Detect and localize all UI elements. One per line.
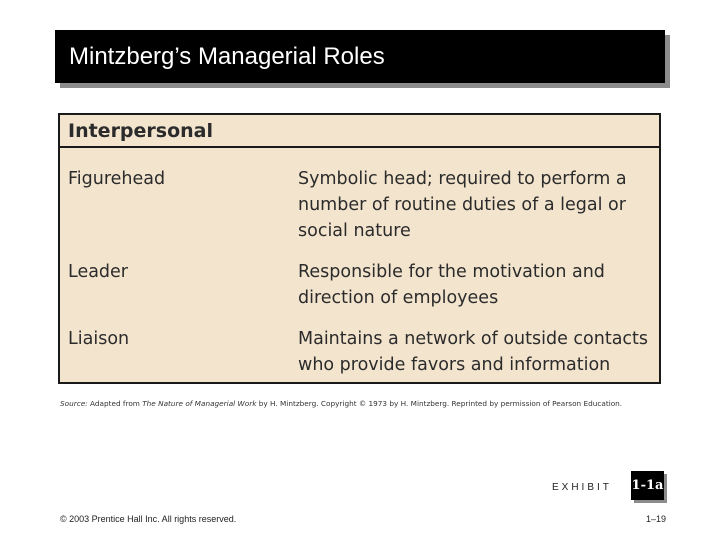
roles-table xyxy=(58,113,661,384)
source-work-title: The Nature of Managerial Work xyxy=(142,399,257,408)
exhibit-number-badge xyxy=(631,471,664,500)
page-number: 1–19 xyxy=(645,514,666,524)
role-description xyxy=(298,166,653,244)
role-description xyxy=(298,326,653,378)
role-name: Leader xyxy=(68,262,129,282)
description-line: social nature xyxy=(298,221,411,241)
exhibit-label: EXHIBIT xyxy=(552,482,612,493)
source-prefix: Adapted from xyxy=(87,399,143,408)
role-name: Figurehead xyxy=(68,169,166,189)
description-line: number of routine duties of a legal or xyxy=(298,195,626,215)
source-label: Source: xyxy=(60,399,88,408)
description-line: who provide favors and information xyxy=(298,355,611,375)
description-line: Responsible for the motivation and xyxy=(298,262,605,282)
role-description xyxy=(298,259,653,311)
description-line: Symbolic head; required to perform a xyxy=(298,169,627,189)
source-citation xyxy=(60,399,670,408)
exhibit-number: 1-1a xyxy=(631,478,664,493)
slide-title-text: Mintzberg’s Managerial Roles xyxy=(69,42,385,70)
description-line: direction of employees xyxy=(298,288,499,308)
copyright-notice: © 2003 Prentice Hall Inc. All rights reserved. xyxy=(60,514,237,524)
description-line: Maintains a network of outside contacts xyxy=(298,329,649,349)
section-header: Interpersonal xyxy=(60,115,659,148)
role-name: Liaison xyxy=(68,329,130,349)
source-suffix: by H. Mintzberg. Copyright © 1973 by H. Mintzberg. Reprinted by permission of Pearson Education. xyxy=(256,399,623,408)
slide-title xyxy=(55,30,665,83)
